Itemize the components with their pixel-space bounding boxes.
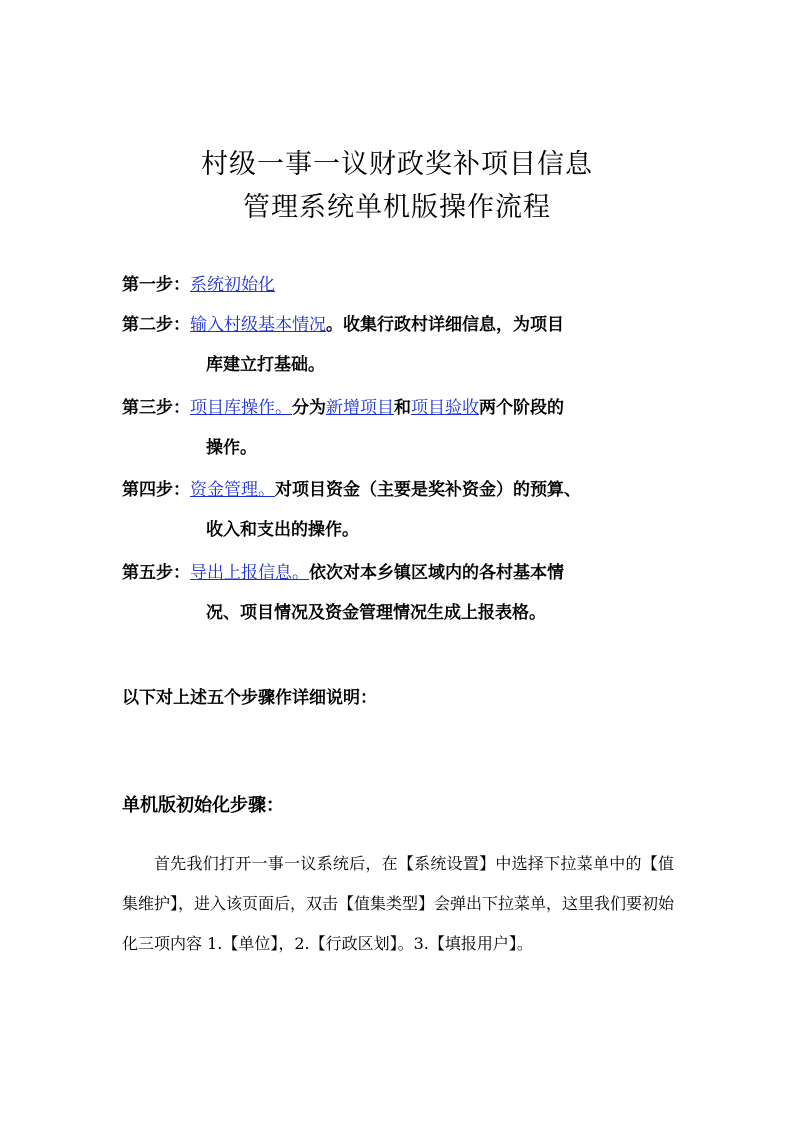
step-continuation: 库建立打基础。 (206, 355, 325, 375)
step-link[interactable]: 项目验收 (411, 398, 479, 418)
step-text: 两个阶段的 (479, 398, 564, 418)
body-paragraph: 首先我们打开一事一议系统后，在【系统设置】中选择下拉菜单中的【值集维护】，进入该页面后，双击【值集类型】会弹出下拉菜单，这里我们要初始化三项内容 1.【单位】，2.【行政区划】。3.【填报用户】。 (122, 854, 675, 953)
step-continuation: 收入和支出的操作。 (206, 520, 359, 540)
step-text: 依次对本乡镇区域内的各村基本情 (309, 563, 564, 583)
step-label: 第五步： (122, 563, 190, 583)
step-1 (122, 265, 682, 305)
step-link[interactable]: 输入村级基本情况 (190, 315, 326, 335)
step-text: 和 (394, 398, 411, 418)
document-title-line-1: 村级一事一议财政奖补项目信息 (201, 149, 593, 180)
step-label: 第二步： (122, 315, 190, 335)
step-label: 第一步： (122, 275, 190, 295)
step-link[interactable]: 系统初始化 (190, 275, 275, 295)
step-5 (122, 553, 682, 633)
step-label: 第四步： (122, 480, 190, 500)
step-link[interactable]: 项目库操作。 (190, 398, 292, 418)
step-link[interactable]: 新增项目 (326, 398, 394, 418)
step-label: 第三步： (122, 398, 190, 418)
step-2 (122, 305, 682, 385)
step-text: 分为 (292, 398, 326, 418)
step-4 (122, 470, 682, 550)
document-title-line-2: 管理系统单机版操作流程 (243, 192, 551, 223)
step-link[interactable]: 导出上报信息。 (190, 563, 309, 583)
step-text: 。收集行政村详细信息，为项目 (326, 315, 564, 335)
intro-text: 以下对上述五个步骤作详细说明： (122, 688, 377, 708)
step-3 (122, 388, 682, 468)
step-continuation: 操作。 (206, 438, 257, 458)
section-heading: 单机版初始化步骤： (122, 795, 284, 816)
step-continuation: 况、项目情况及资金管理情况生成上报表格。 (206, 603, 546, 623)
step-link[interactable]: 资金管理。 (190, 480, 275, 500)
step-text: 对项目资金（主要是奖补资金）的预算、 (275, 480, 581, 500)
